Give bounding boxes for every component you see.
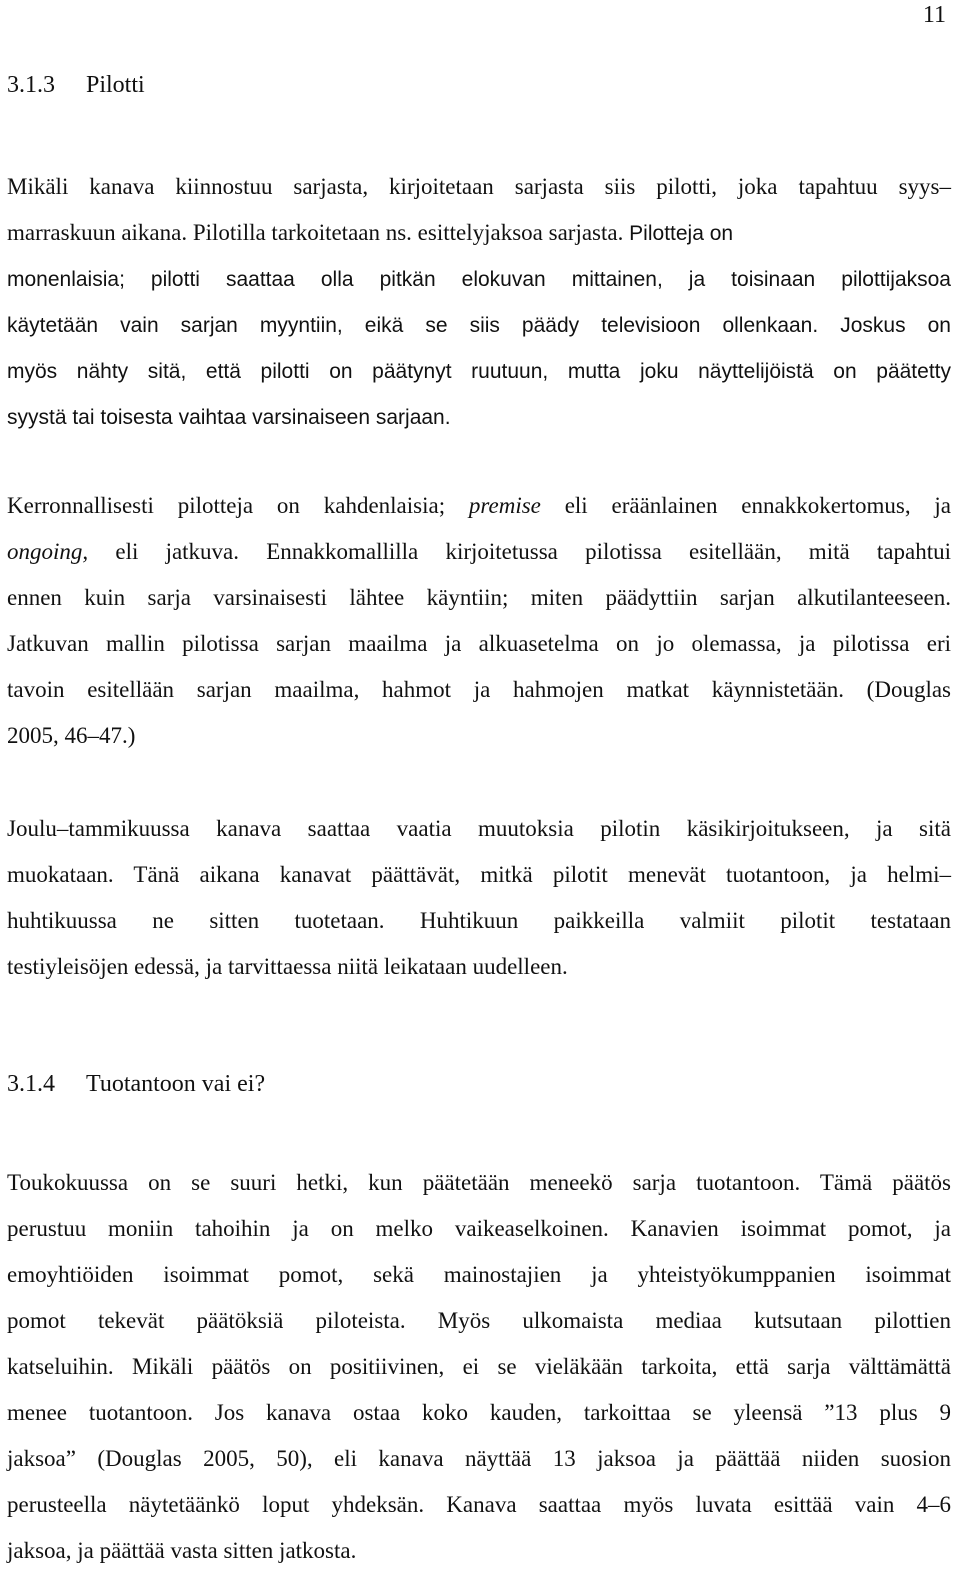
paragraph-line: muokataan. Tänä aikana kanavat päättävät, mitkä pilotit menevät tuotantoon, ja helmi– — [7, 862, 951, 887]
paragraph-line: Mikäli kanava kiinnostuu sarjasta, kirjoitetaan sarjasta siis pilotti, joka tapahtuu syys– — [7, 174, 951, 199]
section-title: Tuotantoon vai ei? — [86, 1071, 266, 1097]
paragraph-pilot-types — [7, 483, 951, 759]
paragraph-line — [7, 529, 951, 575]
paragraph-line: myös nähty sitä, että pilotti on päätynyt ruutuun, mutta joku näyttelijöistä on päätetty — [7, 360, 951, 383]
term-premise: premise — [468, 493, 541, 518]
paragraph-line: ennen kuin sarja varsinaisesti lähtee käyntiin; miten päädyttiin sarjan alkutilanteeseen. — [7, 585, 951, 610]
paragraph-line: syystä tai toisesta vaihtaa varsinaiseen sarjaan. — [7, 406, 451, 429]
section-number: 3.1.3 — [7, 72, 55, 98]
paragraph-text: Kerronnallisesti pilotteja on kahdenlaisia; — [7, 493, 469, 518]
paragraph-line: jaksoa” (Douglas 2005, 50), eli kanava näyttää 13 jaksoa ja päättää niiden suosion — [7, 1446, 951, 1471]
paragraph-line: monenlaisia; pilotti saattaa olla pitkän elokuvan mittainen, ja toisinaan pilottijaksoa — [7, 268, 951, 291]
paragraph-line: perustuu moniin tahoihin ja on melko vaikeaselkoinen. Kanavien isoimmat pomot, ja — [7, 1216, 951, 1241]
paragraph-line: jaksoa, ja päättää vasta sitten jatkosta. — [7, 1538, 357, 1563]
paragraph-line — [7, 483, 951, 529]
paragraph-text: Pilotteja on — [623, 222, 734, 245]
paragraph-line: menee tuotantoon. Jos kanava ostaa koko kauden, tarkoittaa se yleensä ”13 plus 9 — [7, 1400, 951, 1425]
paragraph-line: pomot tekevät päätöksiä piloteista. Myös ulkomaista mediaa kutsutaan pilottien — [7, 1308, 951, 1333]
term-ongoing: ongoing, — [7, 539, 89, 564]
paragraph-line: huhtikuussa ne sitten tuotetaan. Huhtikuun paikkeilla valmiit pilotit testataan — [7, 908, 951, 933]
section-heading-pilotti — [7, 72, 145, 99]
paragraph-line — [7, 210, 951, 257]
paragraph-line: 2005, 46–47.) — [7, 723, 136, 748]
section-title: Pilotti — [86, 72, 145, 98]
paragraph-production-decision — [7, 1160, 951, 1574]
page-number: 11 — [922, 2, 946, 28]
section-heading-tuotantoon — [7, 1071, 265, 1098]
section-number: 3.1.4 — [7, 1071, 55, 1097]
paragraph-pilotti-intro — [7, 164, 951, 441]
paragraph-pilot-production — [7, 806, 951, 990]
paragraph-line: Toukokuussa on se suuri hetki, kun päätetään meneekö sarja tuotantoon. Tämä päätös — [7, 1170, 951, 1195]
paragraph-line: emoyhtiöiden isoimmat pomot, sekä mainostajien ja yhteistyökumppanien isoimmat — [7, 1262, 951, 1287]
paragraph-text: eli jatkuva. Ennakkomallilla kirjoitetussa pilotissa esitellään, mitä tapahtui — [88, 539, 951, 564]
paragraph-line: Jatkuvan mallin pilotissa sarjan maailma ja alkuasetelma on jo olemassa, ja pilotissa eri — [7, 631, 951, 656]
paragraph-line: käytetään vain sarjan myyntiin, eikä se siis päädy televisioon ollenkaan. Joskus on — [7, 314, 951, 337]
paragraph-line: Joulu–tammikuussa kanava saattaa vaatia muutoksia pilotin käsikirjoitukseen, ja sitä — [7, 816, 951, 841]
paragraph-line: tavoin esitellään sarjan maailma, hahmot ja hahmojen matkat käynnistetään. (Douglas — [7, 677, 951, 702]
paragraph-text: marraskuun aikana. Pilotilla tarkoitetaan ns. esittelyjaksoa sarjasta. — [7, 220, 624, 245]
paragraph-line: perusteella näytetäänkö loput yhdeksän. Kanava saattaa myös luvata esittää vain 4–6 — [7, 1492, 951, 1517]
paragraph-line: testiyleisöjen edessä, ja tarvittaessa niitä leikataan uudelleen. — [7, 954, 568, 979]
paragraph-text: eli eräänlainen ennakkokertomus, ja — [540, 493, 951, 518]
paragraph-line: katseluihin. Mikäli päätös on positiivinen, ei se vieläkään tarkoita, että sarja välttämättä — [7, 1354, 951, 1379]
